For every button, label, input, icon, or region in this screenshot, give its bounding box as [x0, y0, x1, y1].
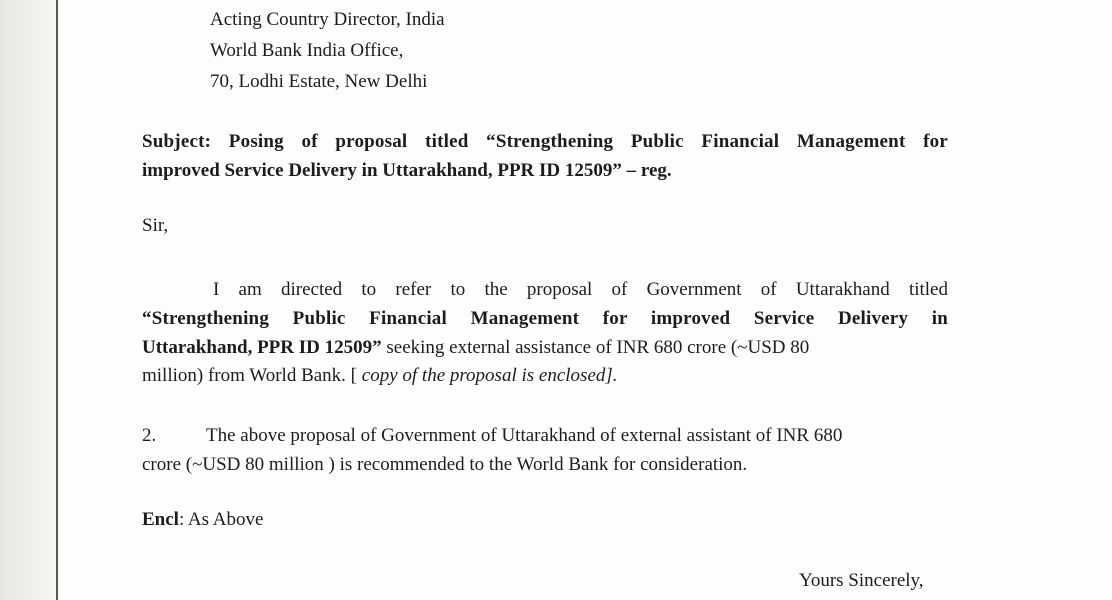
closing: Yours Sincerely,	[799, 570, 924, 591]
paragraph-2-line-1: The above proposal of Government of Uttarakhand of external assistant of INR 680	[206, 425, 843, 446]
enclosure-value: : As Above	[178, 509, 264, 530]
salutation: Sir,	[142, 215, 169, 236]
paragraph-1-line-3	[142, 336, 809, 360]
paragraph-1-line-1: I am directed to refer to the proposal of Government of Uttarakhand titled	[213, 279, 948, 300]
subject-line-1: Subject: Posing of proposal titled “Strengthening Public Financial Management for	[142, 131, 948, 152]
paragraph-1-line-4	[142, 364, 618, 388]
assistance-text: seeking external assistance of INR 680 crore (~USD 80	[381, 337, 810, 358]
letter-page	[58, 0, 1112, 600]
paragraph-1-line-2: “Strengthening Public Financial Management for improved Service Delivery in	[142, 308, 948, 329]
funding-source-text: million) from World Bank. [	[142, 365, 362, 386]
subject-line-2: improved Service Delivery in Uttarakhand, PPR ID 12509” – reg.	[142, 160, 672, 181]
scan-left-margin	[0, 0, 56, 600]
paragraph-2-line-2: crore (~USD 80 million ) is recommended to the World Bank for consideration.	[142, 454, 748, 475]
address-line-2: World Bank India Office,	[210, 40, 404, 61]
paragraph-2-number: 2.	[142, 425, 157, 446]
address-line-3: 70, Lodhi Estate, New Delhi	[210, 71, 428, 92]
enclosure-label: Encl	[142, 509, 179, 530]
enclosure-note: copy of the proposal is enclosed].	[361, 365, 618, 386]
proposal-title-end: Uttarakhand, PPR ID 12509”	[142, 337, 382, 358]
enclosure-line	[142, 508, 263, 532]
address-line-1: Acting Country Director, India	[210, 9, 445, 30]
